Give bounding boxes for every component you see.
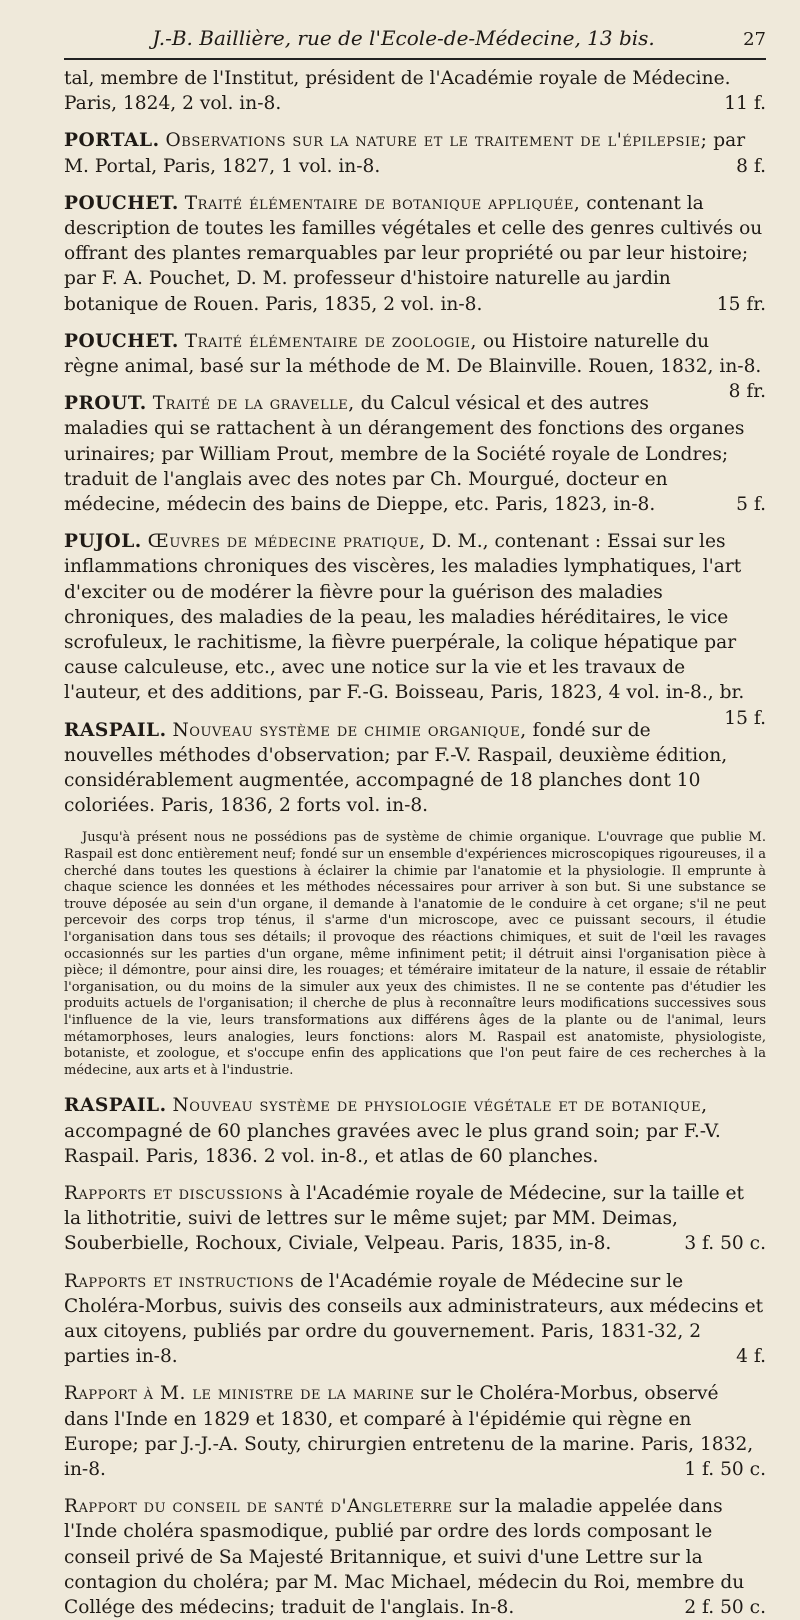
catalogue-entry: [64, 66, 766, 116]
entry-price: 8 fr.: [728, 381, 766, 403]
review-note: Jusqu'à présent nous ne possédions pas de système de chimie organique. L'ouvrage que publie M. Raspail est donc entièrement neuf; fondé sur un ensemble d'expériences microscopiques rigoureuses, il a cherché dans toutes les questions à éclairer la chimie par l'anatomie et la physiologie. Il emprunte à chaque science les données et les méthodes nécessaires pour arriver à son but. Si une substance se trouve déposée au sein d'un organe, il demande à l'anatomie de le conduire à cet organe; s'il ne peut percevoir des corps trop ténus, il s'arme d'un microscope, avec ce puissant secours, il étudie l'organisation dans tous ses détails; il provoque des réactions chimiques, et suit de l'œil les ravages occasionnés sur les parties d'un organe, même infiniment petit; il détruit ainsi l'organisation pièce à pièce; il démontre, pour ainsi dire, les rouages; et téméraire imitateur de la nature, il essaie de rétablir l'organisation, ou du moins de la simuler aux yeux des chimistes. Il ne se contente pas d'étudier les produits actuels de l'organisation; il cherche de plus à reconnaître leurs modifications successives sous l'influence de la vie, leurs transformations aux différens âges de la plante ou de l'animal, leurs métamorphoses, leurs analogies, leurs fonctions: alors M. Raspail est anatomiste, physiologiste, botaniste, et zoologue, et s'occupe enfin des applications que l'on peut faire de ces recherches à la médecine, aux arts et à l'industrie.: [64, 830, 766, 1078]
entry-text: accompagné de 60 planches gravées avec le plus grand soin; par F.-V. Raspail. Paris, 1836. 2 vol. in-8., et atlas de 60 planches.: [64, 1120, 721, 1167]
page-number: 27: [743, 29, 766, 50]
entry-author: PUJOL.: [64, 531, 142, 553]
entry-text: sur la maladie appelée dans l'Inde choléra spasmodique, publié par ordre des lords composant le conseil privé de Sa Majesté Britannique, et suivi d'une Lettre sur la contagion du choléra; par M. Mac Michael, médecin du Roi, membre du Collége des médecins; traduit de l'anglais. In-8.: [64, 1496, 745, 1619]
entry-text: tal, membre de l'Institut, président de l'Académie royale de Médecine. Paris, 1824, 2 vol. in-8.: [64, 68, 731, 115]
entry-price: 2 f. 50 c.: [684, 1597, 766, 1619]
catalogue-entry: [64, 128, 766, 178]
entry-text: D. M., contenant : Essai sur les inflammations chroniques des viscères, les maladies lymphatiques, l'art d'exciter ou de modérer la fièvre pour la guérison des maladies chroniques, des maladies de la peau, les maladies héréditaires, le vice scrofuleux, le rachitisme, la fièvre puerpérale, la colique hépatique par cause calculeuse, etc., avec une notice sur la vie et les travaux de l'auteur, et des additions, par F.-G. Boisseau, Paris, 1823, 4 vol. in-8., br.: [64, 531, 745, 704]
entry-price: 8 f.: [736, 155, 766, 177]
entry-text: de l'Académie royale de Médecine sur le Choléra-Morbus, suivis des conseils aux administrateurs, aux médecins et aux citoyens, publiés par ordre du gouvernement. Paris, 1831-32, 2 parties in-8.: [64, 1270, 764, 1368]
entry-title: Traité de la gravelle,: [152, 393, 355, 415]
entry-title: Rapport du conseil de santé d'Angleterre: [64, 1496, 453, 1518]
entry-price: 4 f.: [736, 1346, 766, 1368]
entry-author: POUCHET.: [64, 192, 179, 214]
entry-author: RASPAIL.: [64, 1095, 167, 1117]
entry-title: Œuvres de médecine pratique,: [147, 531, 426, 553]
entry-text: du Calcul vésical et des autres maladies qui se rattachent à un dérangement des fonctions des organes urinaires; par William Prout, membre de la Société royale de Londres; traduit de l'anglais avec des notes par Ch. Mourgué, docteur en médecine, médecin des bains de Dieppe, etc. Paris, 1823, in-8.: [64, 393, 745, 516]
entry-title: Traité élémentaire de zoologie,: [184, 330, 477, 352]
entry-price: 3 f. 50 c.: [684, 1233, 766, 1255]
entry-text: sur le Choléra-Morbus, observé dans l'Inde en 1829 et 1830, et comparé à l'épidémie qui règne en Europe; par J.-J.-A. Souty, chirurgien entretenu de la marine. Paris, 1832, in-8.: [64, 1383, 754, 1481]
entry-text: contenant la description de toutes les familles végétales et celle des genres cultivés ou offrant des plantes remarquables par leur propriété ou par leur histoire; par F. A. Pouchet, D. M. professeur d'histoire naturelle au jardin botanique de Rouen. Paris, 1835, 2 vol. in-8.: [64, 192, 763, 315]
entry-author: RASPAIL.: [64, 719, 167, 741]
header-rule: [64, 58, 766, 60]
catalogue-entry: [64, 1381, 766, 1482]
entry-title: Rapports et discussions: [64, 1183, 284, 1204]
entry-text: à l'Académie royale de Médecine, sur la taille et la lithotritie, suivi de lettres sur le même sujet; par MM. Deimas, Souberbielle, Rochoux, Civiale, Velpeau. Paris, 1835, in-8.: [64, 1183, 744, 1255]
entry-price: 5 f.: [736, 494, 766, 516]
catalogue-entry: [64, 529, 766, 729]
catalogue-entry: [64, 329, 766, 403]
catalogue-entry: [64, 1494, 766, 1620]
catalogue-entry: [64, 391, 766, 517]
catalogue-entry: [64, 1269, 766, 1370]
running-head: J.-B. Baillière, rue de l'Ecole-de-Médecine, 13 bis.: [152, 26, 655, 50]
entry-title: Nouveau système de chimie organique,: [172, 719, 527, 741]
entry-title: Nouveau système de physiologie végétale et de botanique,: [172, 1095, 708, 1117]
entry-price: 1 f. 50 c.: [684, 1459, 766, 1481]
entry-author: POUCHET.: [64, 330, 179, 352]
entry-title: Rapports et instructions: [64, 1270, 295, 1292]
entry-text: fondé sur de nouvelles méthodes d'observation; par F.-V. Raspail, deuxième édition, considérablement augmentée, accompagné de 18 planches dont 10 coloriées. Paris, 1836, 2 forts vol. in-8.: [64, 719, 728, 817]
catalogue-entry: [64, 191, 766, 317]
page-header: [64, 0, 766, 50]
entry-author: PORTAL.: [64, 130, 160, 152]
entry-text: par M. Portal, Paris, 1827, 1 vol. in-8.: [64, 130, 746, 177]
entry-title: Traité élémentaire de botanique appliquée,: [184, 192, 581, 214]
entry-title: Rapport à M. le ministre de la marine: [64, 1383, 415, 1405]
catalogue-entry: [64, 1181, 766, 1257]
catalogue-entry: [64, 1093, 766, 1169]
entry-text: ou Histoire naturelle du règne animal, basé sur la méthode de M. De Blainville. Rouen, 1832, in-8.: [64, 330, 762, 378]
entry-price: 15 f.: [724, 707, 766, 729]
entry-price: 15 fr.: [716, 293, 766, 315]
entry-title: Observations sur la nature et le traitement de l'épilepsie;: [165, 130, 708, 152]
entry-price: 11 f.: [724, 93, 766, 115]
catalogue-entry: [64, 718, 766, 819]
entry-author: PROUT.: [64, 393, 147, 415]
